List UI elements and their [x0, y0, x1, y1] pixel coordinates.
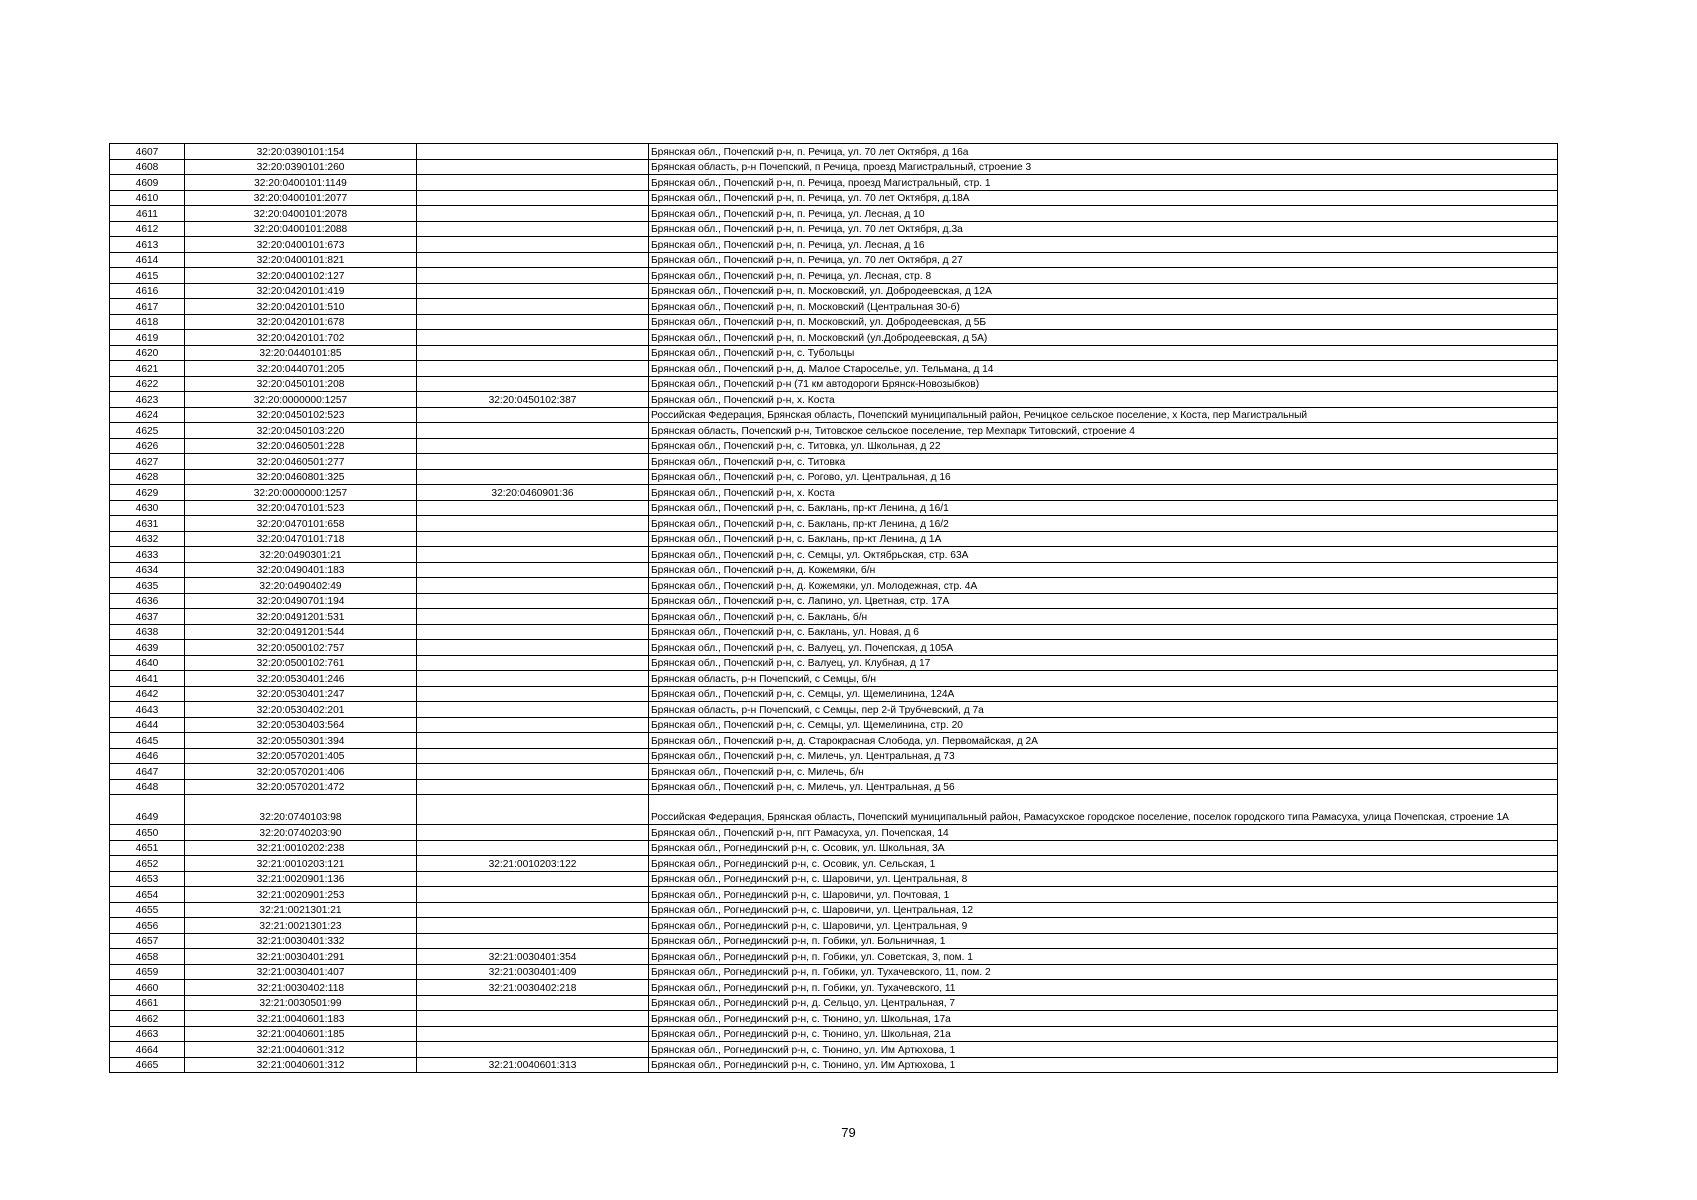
related-cadastral-cell — [417, 531, 649, 547]
related-cadastral-cell — [417, 361, 649, 377]
cadastral-number-cell: 32:20:0440701:205 — [185, 361, 417, 377]
row-number-cell: 4642 — [110, 686, 185, 702]
row-number-cell: 4659 — [110, 964, 185, 980]
address-cell: Брянская обл., Почепский р-н, с. Тубольцы — [649, 345, 1558, 361]
address-cell: Брянская обл., Рогнединский р-н, с. Осовик, ул. Сельская, 1 — [649, 856, 1558, 872]
cadastral-number-cell: 32:20:0420101:419 — [185, 283, 417, 299]
address-cell: Брянская обл., Рогнединский р-н, с. Осовик, ул. Школьная, 3А — [649, 840, 1558, 856]
table-row — [110, 902, 1558, 918]
address-cell: Брянская обл., Рогнединский р-н, с. Тюнино, ул. Им Артюхова, 1 — [649, 1042, 1558, 1058]
related-cadastral-cell — [417, 1026, 649, 1042]
cadastral-number-cell: 32:20:0490701:194 — [185, 593, 417, 609]
row-number-cell: 4660 — [110, 980, 185, 996]
cadastral-number-cell: 32:20:0400102:127 — [185, 268, 417, 284]
row-number-cell: 4631 — [110, 516, 185, 532]
registry-table — [109, 143, 1558, 1073]
related-cadastral-cell: 32:21:0030402:218 — [417, 980, 649, 996]
related-cadastral-cell — [417, 779, 649, 795]
address-cell: Брянская обл., Рогнединский р-н, с. Шаровичи, ул. Центральная, 8 — [649, 871, 1558, 887]
cadastral-number-cell: 32:20:0400101:2077 — [185, 190, 417, 206]
cadastral-number-cell: 32:20:0390101:260 — [185, 159, 417, 175]
cadastral-number-cell: 32:21:0021301:21 — [185, 902, 417, 918]
row-number-cell: 4652 — [110, 856, 185, 872]
address-cell: Брянская обл., Почепский р-н, п. Московский, ул. Добродеевская, д 12А — [649, 283, 1558, 299]
table-row — [110, 1057, 1558, 1073]
row-number-cell: 4644 — [110, 717, 185, 733]
cadastral-number-cell: 32:20:0440101:85 — [185, 345, 417, 361]
cadastral-number-cell: 32:20:0530401:247 — [185, 686, 417, 702]
related-cadastral-cell — [417, 686, 649, 702]
row-number-cell: 4634 — [110, 562, 185, 578]
cadastral-number-cell: 32:20:0491201:531 — [185, 609, 417, 625]
row-number-cell: 4607 — [110, 144, 185, 160]
row-number-cell: 4628 — [110, 469, 185, 485]
row-number-cell: 4636 — [110, 593, 185, 609]
table-row — [110, 547, 1558, 563]
row-number-cell: 4649 — [110, 795, 185, 825]
address-cell: Брянская обл., Рогнединский р-н, с. Тюнино, ул. Школьная, 17а — [649, 1011, 1558, 1027]
cadastral-number-cell: 32:20:0460801:325 — [185, 469, 417, 485]
table-row — [110, 1042, 1558, 1058]
address-cell: Брянская обл., Почепский р-н, с. Семцы, ул. Щемелинина, стр. 20 — [649, 717, 1558, 733]
cadastral-number-cell: 32:20:0570201:405 — [185, 748, 417, 764]
address-cell: Брянская обл., Рогнединский р-н, п. Гобики, ул. Тухачевского, 11 — [649, 980, 1558, 996]
address-cell: Брянская обл., Рогнединский р-н, д. Сельцо, ул. Центральная, 7 — [649, 995, 1558, 1011]
cadastral-number-cell: 32:20:0460501:228 — [185, 438, 417, 454]
row-number-cell: 4640 — [110, 655, 185, 671]
cadastral-number-cell: 32:20:0490402:49 — [185, 578, 417, 594]
table-row — [110, 964, 1558, 980]
table-row — [110, 825, 1558, 841]
address-cell: Брянская область, Почепский р-н, Титовское сельское поселение, тер Мехпарк Титовский, строение 4 — [649, 423, 1558, 439]
table-row — [110, 144, 1558, 160]
cadastral-number-cell: 32:21:0040601:185 — [185, 1026, 417, 1042]
address-cell: Брянская область, р-н Почепский, п Речица, проезд Магистральный, строение 3 — [649, 159, 1558, 175]
row-number-cell: 4665 — [110, 1057, 185, 1073]
address-cell: Брянская обл., Почепский р-н, п. Речица, ул. 70 лет Октября, д 27 — [649, 252, 1558, 268]
related-cadastral-cell — [417, 1011, 649, 1027]
table-row — [110, 671, 1558, 687]
row-number-cell: 4658 — [110, 949, 185, 965]
table-row — [110, 717, 1558, 733]
address-cell: Брянская обл., Рогнединский р-н, п. Гобики, ул. Больничная, 1 — [649, 933, 1558, 949]
related-cadastral-cell — [417, 995, 649, 1011]
table-row — [110, 655, 1558, 671]
related-cadastral-cell — [417, 717, 649, 733]
cadastral-number-cell: 32:20:0500102:757 — [185, 640, 417, 656]
cadastral-number-cell: 32:20:0500102:761 — [185, 655, 417, 671]
address-cell: Брянская обл., Почепский р-н, п. Речица, ул. 70 лет Октября, д.18А — [649, 190, 1558, 206]
row-number-cell: 4637 — [110, 609, 185, 625]
related-cadastral-cell — [417, 190, 649, 206]
cadastral-number-cell: 32:21:0010203:121 — [185, 856, 417, 872]
table-row — [110, 795, 1558, 825]
related-cadastral-cell — [417, 407, 649, 423]
related-cadastral-cell — [417, 562, 649, 578]
table-row — [110, 871, 1558, 887]
row-number-cell: 4609 — [110, 175, 185, 191]
cadastral-number-cell: 32:21:0030501:99 — [185, 995, 417, 1011]
table-row — [110, 702, 1558, 718]
table-row — [110, 237, 1558, 253]
address-cell: Брянская обл., Почепский р-н, с. Баклань, пр-кт Ленина, д 16/2 — [649, 516, 1558, 532]
address-cell: Брянская обл., Почепский р-н, с. Милечь, ул. Центральная, д 73 — [649, 748, 1558, 764]
address-cell: Брянская обл., Почепский р-н, пгт Рамасуха, ул. Почепская, 14 — [649, 825, 1558, 841]
related-cadastral-cell — [417, 423, 649, 439]
address-cell: Брянская обл., Почепский р-н, п. Речица, ул. 70 лет Октября, д 16а — [649, 144, 1558, 160]
row-number-cell: 4621 — [110, 361, 185, 377]
address-cell: Брянская обл., Почепский р-н, х. Коста — [649, 392, 1558, 408]
address-cell: Брянская обл., Рогнединский р-н, с. Тюнино, ул. Им Артюхова, 1 — [649, 1057, 1558, 1073]
row-number-cell: 4620 — [110, 345, 185, 361]
row-number-cell: 4610 — [110, 190, 185, 206]
related-cadastral-cell — [417, 640, 649, 656]
related-cadastral-cell: 32:20:0460901:36 — [417, 485, 649, 501]
table-row — [110, 1011, 1558, 1027]
cadastral-number-cell: 32:20:0400101:2088 — [185, 221, 417, 237]
row-number-cell: 4629 — [110, 485, 185, 501]
table-row — [110, 392, 1558, 408]
related-cadastral-cell — [417, 887, 649, 903]
related-cadastral-cell — [417, 252, 649, 268]
table-row — [110, 980, 1558, 996]
address-cell: Брянская обл., Почепский р-н, с. Лапино, ул. Цветная, стр. 17А — [649, 593, 1558, 609]
cadastral-number-cell: 32:20:0450103:220 — [185, 423, 417, 439]
page-number: 79 — [841, 1125, 856, 1140]
address-cell: Брянская обл., Почепский р-н, п. Речица, проезд Магистральный, стр. 1 — [649, 175, 1558, 191]
related-cadastral-cell — [417, 547, 649, 563]
address-cell: Брянская обл., Рогнединский р-н, с. Шаровичи, ул. Почтовая, 1 — [649, 887, 1558, 903]
address-cell: Брянская обл., Почепский р-н, д. Кожемяки, б/н — [649, 562, 1558, 578]
row-number-cell: 4632 — [110, 531, 185, 547]
cadastral-number-cell: 32:20:0490301:21 — [185, 547, 417, 563]
related-cadastral-cell — [417, 206, 649, 222]
address-cell: Брянская обл., Почепский р-н, с. Рогово, ул. Центральная, д 16 — [649, 469, 1558, 485]
row-number-cell: 4614 — [110, 252, 185, 268]
address-cell: Брянская обл., Почепский р-н, с. Валуец, ул. Почепская, д 105А — [649, 640, 1558, 656]
table-row — [110, 578, 1558, 594]
address-cell: Брянская обл., Почепский р-н, с. Семцы, ул. Октябрьская, стр. 63А — [649, 547, 1558, 563]
cadastral-number-cell: 32:21:0040601:183 — [185, 1011, 417, 1027]
table-row — [110, 500, 1558, 516]
cadastral-number-cell: 32:20:0000000:1257 — [185, 392, 417, 408]
table-row — [110, 840, 1558, 856]
row-number-cell: 4613 — [110, 237, 185, 253]
row-number-cell: 4624 — [110, 407, 185, 423]
row-number-cell: 4653 — [110, 871, 185, 887]
related-cadastral-cell — [417, 454, 649, 470]
row-number-cell: 4638 — [110, 624, 185, 640]
cadastral-number-cell: 32:20:0740203:90 — [185, 825, 417, 841]
row-number-cell: 4619 — [110, 330, 185, 346]
related-cadastral-cell — [417, 825, 649, 841]
cadastral-number-cell: 32:21:0040601:312 — [185, 1057, 417, 1073]
table-row — [110, 640, 1558, 656]
related-cadastral-cell — [417, 624, 649, 640]
row-number-cell: 4612 — [110, 221, 185, 237]
related-cadastral-cell: 32:21:0040601:313 — [417, 1057, 649, 1073]
table-row — [110, 469, 1558, 485]
cadastral-number-cell: 32:20:0530402:201 — [185, 702, 417, 718]
table-row — [110, 190, 1558, 206]
table-row — [110, 252, 1558, 268]
cadastral-number-cell: 32:20:0490401:183 — [185, 562, 417, 578]
table-row — [110, 438, 1558, 454]
cadastral-number-cell: 32:20:0400101:1149 — [185, 175, 417, 191]
cadastral-number-cell: 32:21:0021301:23 — [185, 918, 417, 934]
related-cadastral-cell: 32:20:0450102:387 — [417, 392, 649, 408]
address-cell: Брянская обл., Почепский р-н, х. Коста — [649, 485, 1558, 501]
related-cadastral-cell — [417, 1042, 649, 1058]
row-number-cell: 4654 — [110, 887, 185, 903]
table-row — [110, 856, 1558, 872]
table-row — [110, 454, 1558, 470]
table-row — [110, 531, 1558, 547]
cadastral-number-cell: 32:20:0570201:472 — [185, 779, 417, 795]
related-cadastral-cell: 32:21:0010203:122 — [417, 856, 649, 872]
address-cell: Брянская обл., Почепский р-н, с. Баклань, б/н — [649, 609, 1558, 625]
related-cadastral-cell — [417, 702, 649, 718]
cadastral-number-cell: 32:20:0740103:98 — [185, 795, 417, 825]
related-cadastral-cell — [417, 268, 649, 284]
cadastral-number-cell: 32:20:0470101:658 — [185, 516, 417, 532]
address-cell: Российская Федерация, Брянская область, Почепский муниципальный район, Рамасухское городское поселение, поселок городского типа Рамасуха, улица Почепская, строение 1А — [649, 795, 1558, 825]
cadastral-number-cell: 32:20:0530401:246 — [185, 671, 417, 687]
cadastral-number-cell: 32:21:0010202:238 — [185, 840, 417, 856]
related-cadastral-cell — [417, 795, 649, 825]
table-row — [110, 624, 1558, 640]
row-number-cell: 4622 — [110, 376, 185, 392]
address-cell: Брянская обл., Почепский р-н (71 км автодороги Брянск-Новозыбков) — [649, 376, 1558, 392]
related-cadastral-cell — [417, 299, 649, 315]
related-cadastral-cell — [417, 144, 649, 160]
row-number-cell: 4616 — [110, 283, 185, 299]
table-row — [110, 299, 1558, 315]
table-row — [110, 733, 1558, 749]
address-cell: Брянская обл., Почепский р-н, с. Баклань, пр-кт Ленина, д 16/1 — [649, 500, 1558, 516]
table-row — [110, 748, 1558, 764]
address-cell: Брянская область, р-н Почепский, с Семцы, б/н — [649, 671, 1558, 687]
cadastral-number-cell: 32:20:0460501:277 — [185, 454, 417, 470]
row-number-cell: 4627 — [110, 454, 185, 470]
address-cell: Брянская обл., Почепский р-н, д. Старокрасная Слобода, ул. Первомайская, д 2А — [649, 733, 1558, 749]
cadastral-number-cell: 32:21:0020901:253 — [185, 887, 417, 903]
cadastral-number-cell: 32:21:0020901:136 — [185, 871, 417, 887]
cadastral-number-cell: 32:20:0390101:154 — [185, 144, 417, 160]
related-cadastral-cell — [417, 671, 649, 687]
related-cadastral-cell — [417, 314, 649, 330]
row-number-cell: 4643 — [110, 702, 185, 718]
address-cell: Брянская обл., Почепский р-н, п. Речица, ул. Лесная, д 16 — [649, 237, 1558, 253]
address-cell: Брянская обл., Почепский р-н, п. Московский (ул.Добродеевская, д 5А) — [649, 330, 1558, 346]
cadastral-number-cell: 32:20:0470101:523 — [185, 500, 417, 516]
row-number-cell: 4661 — [110, 995, 185, 1011]
row-number-cell: 4664 — [110, 1042, 185, 1058]
address-cell: Брянская обл., Почепский р-н, с. Титовка, ул. Школьная, д 22 — [649, 438, 1558, 454]
cadastral-number-cell: 32:20:0400101:2078 — [185, 206, 417, 222]
address-cell: Брянская обл., Почепский р-н, п. Речица, ул. Лесная, д 10 — [649, 206, 1558, 222]
row-number-cell: 4651 — [110, 840, 185, 856]
related-cadastral-cell — [417, 330, 649, 346]
table-row — [110, 933, 1558, 949]
cadastral-number-cell: 32:20:0450101:208 — [185, 376, 417, 392]
address-cell: Брянская обл., Почепский р-н, п. Речица, ул. Лесная, стр. 8 — [649, 268, 1558, 284]
row-number-cell: 4648 — [110, 779, 185, 795]
cadastral-number-cell: 32:21:0030401:407 — [185, 964, 417, 980]
table-row — [110, 283, 1558, 299]
related-cadastral-cell — [417, 159, 649, 175]
address-cell: Брянская обл., Рогнединский р-н, с. Шаровичи, ул. Центральная, 9 — [649, 918, 1558, 934]
address-cell: Брянская обл., Почепский р-н, с. Милечь, ул. Центральная, д 56 — [649, 779, 1558, 795]
row-number-cell: 4646 — [110, 748, 185, 764]
table-row — [110, 361, 1558, 377]
cadastral-number-cell: 32:20:0570201:406 — [185, 764, 417, 780]
cadastral-number-cell: 32:20:0420101:678 — [185, 314, 417, 330]
related-cadastral-cell — [417, 871, 649, 887]
related-cadastral-cell — [417, 237, 649, 253]
address-cell: Брянская область, р-н Почепский, с Семцы, пер 2-й Трубчевский, д 7а — [649, 702, 1558, 718]
row-number-cell: 4608 — [110, 159, 185, 175]
table-row — [110, 175, 1558, 191]
row-number-cell: 4647 — [110, 764, 185, 780]
related-cadastral-cell — [417, 733, 649, 749]
related-cadastral-cell — [417, 516, 649, 532]
related-cadastral-cell — [417, 593, 649, 609]
cadastral-number-cell: 32:21:0030401:332 — [185, 933, 417, 949]
cadastral-number-cell: 32:20:0420101:702 — [185, 330, 417, 346]
related-cadastral-cell — [417, 283, 649, 299]
address-cell: Брянская обл., Почепский р-н, с. Баклань, ул. Новая, д 6 — [649, 624, 1558, 640]
related-cadastral-cell — [417, 345, 649, 361]
cadastral-number-cell: 32:21:0030401:291 — [185, 949, 417, 965]
related-cadastral-cell — [417, 469, 649, 485]
row-number-cell: 4650 — [110, 825, 185, 841]
table-row — [110, 268, 1558, 284]
table-row — [110, 918, 1558, 934]
address-cell: Брянская обл., Почепский р-н, с. Милечь, б/н — [649, 764, 1558, 780]
cadastral-number-cell: 32:20:0530403:564 — [185, 717, 417, 733]
row-number-cell: 4657 — [110, 933, 185, 949]
cadastral-number-cell: 32:21:0030402:118 — [185, 980, 417, 996]
related-cadastral-cell — [417, 933, 649, 949]
row-number-cell: 4662 — [110, 1011, 185, 1027]
row-number-cell: 4655 — [110, 902, 185, 918]
row-number-cell: 4623 — [110, 392, 185, 408]
table-row — [110, 593, 1558, 609]
related-cadastral-cell: 32:21:0030401:354 — [417, 949, 649, 965]
row-number-cell: 4633 — [110, 547, 185, 563]
table-row — [110, 423, 1558, 439]
row-number-cell: 4641 — [110, 671, 185, 687]
row-number-cell: 4611 — [110, 206, 185, 222]
table-row — [110, 516, 1558, 532]
table-row — [110, 330, 1558, 346]
cadastral-number-cell: 32:20:0000000:1257 — [185, 485, 417, 501]
cadastral-number-cell: 32:20:0400101:821 — [185, 252, 417, 268]
related-cadastral-cell: 32:21:0030401:409 — [417, 964, 649, 980]
table-row — [110, 686, 1558, 702]
related-cadastral-cell — [417, 840, 649, 856]
related-cadastral-cell — [417, 500, 649, 516]
address-cell: Брянская обл., Почепский р-н, с. Титовка — [649, 454, 1558, 470]
cadastral-number-cell: 32:20:0400101:673 — [185, 237, 417, 253]
cadastral-number-cell: 32:20:0420101:510 — [185, 299, 417, 315]
row-number-cell: 4656 — [110, 918, 185, 934]
row-number-cell: 4625 — [110, 423, 185, 439]
related-cadastral-cell — [417, 221, 649, 237]
related-cadastral-cell — [417, 609, 649, 625]
address-cell: Брянская обл., Почепский р-н, д. Кожемяки, ул. Молодежная, стр. 4А — [649, 578, 1558, 594]
address-cell: Брянская обл., Почепский р-н, п. Речица, ул. 70 лет Октября, д.3а — [649, 221, 1558, 237]
address-cell: Брянская обл., Рогнединский р-н, с. Шаровичи, ул. Центральная, 12 — [649, 902, 1558, 918]
table-row — [110, 206, 1558, 222]
address-cell: Российская Федерация, Брянская область, Почепский муниципальный район, Речицкое сельское поселение, х Коста, пер Магистральный — [649, 407, 1558, 423]
table-row — [110, 887, 1558, 903]
cadastral-number-cell: 32:20:0450102:523 — [185, 407, 417, 423]
cadastral-number-cell: 32:20:0550301:394 — [185, 733, 417, 749]
table-row — [110, 995, 1558, 1011]
table-row — [110, 485, 1558, 501]
row-number-cell: 4615 — [110, 268, 185, 284]
address-cell: Брянская обл., Рогнединский р-н, с. Тюнино, ул. Школьная, 21а — [649, 1026, 1558, 1042]
related-cadastral-cell — [417, 748, 649, 764]
address-cell: Брянская обл., Почепский р-н, с. Баклань, пр-кт Ленина, д 1А — [649, 531, 1558, 547]
table-row — [110, 562, 1558, 578]
address-cell: Брянская обл., Рогнединский р-н, п. Гобики, ул. Советская, 3, пом. 1 — [649, 949, 1558, 965]
table-row — [110, 159, 1558, 175]
table-row — [110, 314, 1558, 330]
related-cadastral-cell — [417, 578, 649, 594]
related-cadastral-cell — [417, 655, 649, 671]
row-number-cell: 4639 — [110, 640, 185, 656]
table-row — [110, 764, 1558, 780]
row-number-cell: 4626 — [110, 438, 185, 454]
address-cell: Брянская обл., Почепский р-н, п. Московский, ул. Добродеевская, д 5Б — [649, 314, 1558, 330]
address-cell: Брянская обл., Почепский р-н, п. Московский (Центральная 30-б) — [649, 299, 1558, 315]
related-cadastral-cell — [417, 918, 649, 934]
row-number-cell: 4663 — [110, 1026, 185, 1042]
table-row — [110, 1026, 1558, 1042]
row-number-cell: 4630 — [110, 500, 185, 516]
related-cadastral-cell — [417, 376, 649, 392]
table-row — [110, 407, 1558, 423]
row-number-cell: 4617 — [110, 299, 185, 315]
address-cell: Брянская обл., Почепский р-н, д. Малое Староселье, ул. Тельмана, д 14 — [649, 361, 1558, 377]
table-row — [110, 949, 1558, 965]
row-number-cell: 4618 — [110, 314, 185, 330]
row-number-cell: 4635 — [110, 578, 185, 594]
address-cell: Брянская обл., Почепский р-н, с. Валуец, ул. Клубная, д 17 — [649, 655, 1558, 671]
table-row — [110, 609, 1558, 625]
row-number-cell: 4645 — [110, 733, 185, 749]
table-row — [110, 345, 1558, 361]
table-row — [110, 221, 1558, 237]
cadastral-number-cell: 32:21:0040601:312 — [185, 1042, 417, 1058]
address-cell: Брянская обл., Почепский р-н, с. Семцы, ул. Щемелинина, 124А — [649, 686, 1558, 702]
cadastral-number-cell: 32:20:0491201:544 — [185, 624, 417, 640]
address-cell: Брянская обл., Рогнединский р-н, п. Гобики, ул. Тухачевского, 11, пом. 2 — [649, 964, 1558, 980]
related-cadastral-cell — [417, 764, 649, 780]
cadastral-number-cell: 32:20:0470101:718 — [185, 531, 417, 547]
related-cadastral-cell — [417, 902, 649, 918]
related-cadastral-cell — [417, 438, 649, 454]
table-row — [110, 779, 1558, 795]
table-row — [110, 376, 1558, 392]
related-cadastral-cell — [417, 175, 649, 191]
